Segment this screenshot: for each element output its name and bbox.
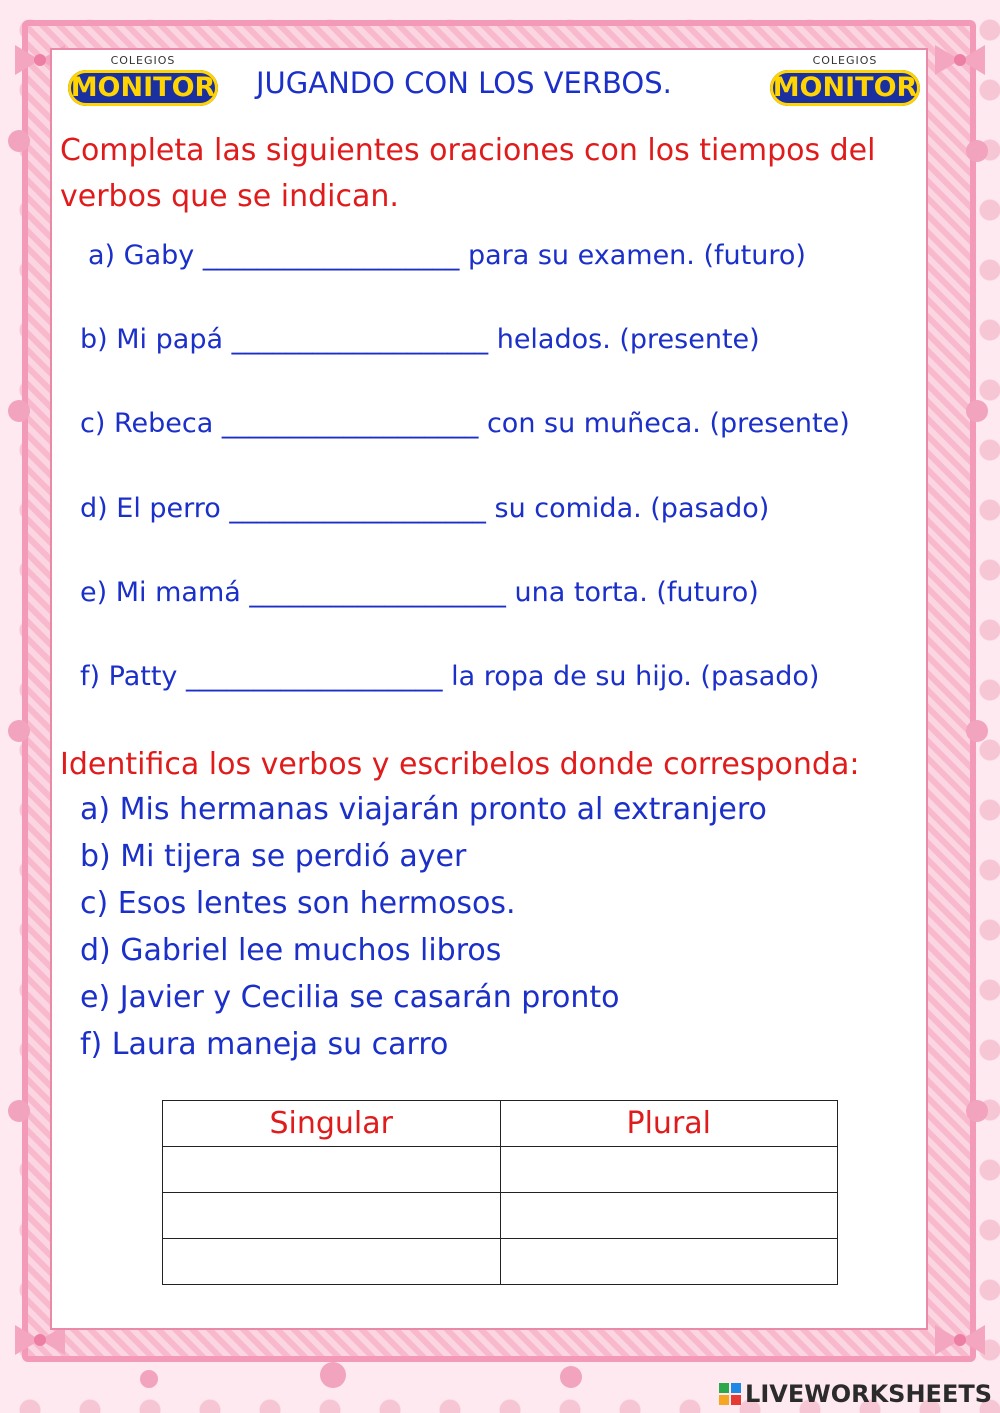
column-header-plural: Plural [500,1101,838,1147]
answer-blank[interactable]: ___________________ [221,408,479,439]
answer-blank[interactable]: ___________________ [185,661,443,692]
sentence-prefix: e) Mi mamá [80,577,241,608]
answer-blank[interactable]: ___________________ [229,493,486,524]
answer-cell[interactable] [500,1193,838,1239]
decorative-dot [966,720,988,742]
logo-caption: COLEGIOS [812,54,878,67]
sentence-c [80,408,850,439]
answer-cell[interactable] [500,1239,838,1285]
decorative-dot [966,140,988,162]
sentence-suffix: la ropa de su hijo. (pasado) [451,661,820,692]
school-logo-left [68,54,218,114]
decorative-dot [8,400,30,422]
list-item: a) Mis hermanas viajarán pronto al extranjero [80,792,767,827]
bow-icon [930,1320,990,1360]
list-item: c) Esos lentes son hermosos. [80,886,516,921]
logo-name: MONITOR [770,70,920,106]
brand-name: LIVEWORKSHEETS [745,1380,992,1408]
sentence-f [80,661,819,692]
decorative-dot [560,1366,582,1388]
sentence-prefix: b) Mi papá [80,324,224,355]
logo-name: MONITOR [68,70,218,106]
decorative-dot [8,130,30,152]
table-row [163,1147,838,1193]
answer-cell[interactable] [163,1193,501,1239]
instruction-line: Completa las siguientes oraciones con los tiempos del [60,133,876,168]
decorative-dot [140,1370,158,1388]
logo-caption: COLEGIOS [110,54,176,67]
instruction-completa [60,128,875,220]
sentence-suffix: con su muñeca. (presente) [486,408,850,439]
answer-cell[interactable] [163,1239,501,1285]
list-item: e) Javier y Cecilia se casarán pronto [80,980,620,1015]
table-header-row [163,1101,838,1147]
page-title: JUGANDO CON LOS VERBOS. [256,66,672,100]
sentence-a [88,240,806,271]
verbs-table [162,1100,838,1285]
sentence-suffix: para su examen. (futuro) [467,240,806,271]
decorative-dot [966,1100,988,1122]
answer-blank[interactable]: ___________________ [231,324,489,355]
column-header-singular: Singular [163,1101,501,1147]
school-logo-right [770,54,920,114]
list-item: f) Laura maneja su carro [80,1027,449,1062]
table-row [163,1193,838,1239]
list-item: d) Gabriel lee muchos libros [80,933,502,968]
answer-blank[interactable]: ___________________ [202,240,460,271]
instruction-line: verbos que se indican. [60,179,399,214]
sentence-b [80,324,760,355]
sentence-prefix: c) Rebeca [80,408,214,439]
answer-cell[interactable] [500,1147,838,1193]
table-row [163,1239,838,1285]
sentence-e [80,577,759,608]
liveworksheets-logo-icon [719,1383,741,1405]
bow-icon [930,40,990,80]
decorative-dot [8,1100,30,1122]
sentence-d [80,493,769,524]
sentence-prefix: f) Patty [80,661,178,692]
sentence-prefix: d) El perro [80,493,221,524]
decorative-dot [966,400,988,422]
sentence-suffix: una torta. (futuro) [514,577,759,608]
answer-cell[interactable] [163,1147,501,1193]
decorative-dot [8,720,30,742]
answer-blank[interactable]: ___________________ [249,577,506,608]
sentence-suffix: helados. (presente) [496,324,760,355]
list-item: b) Mi tijera se perdió ayer [80,839,467,874]
liveworksheets-watermark [719,1379,992,1409]
sentence-prefix: a) Gaby [88,240,195,271]
sentence-suffix: su comida. (pasado) [494,493,770,524]
instruction-identifica: Identifica los verbos y escribelos donde corresponda: [60,747,860,782]
decorative-dot [320,1362,346,1388]
